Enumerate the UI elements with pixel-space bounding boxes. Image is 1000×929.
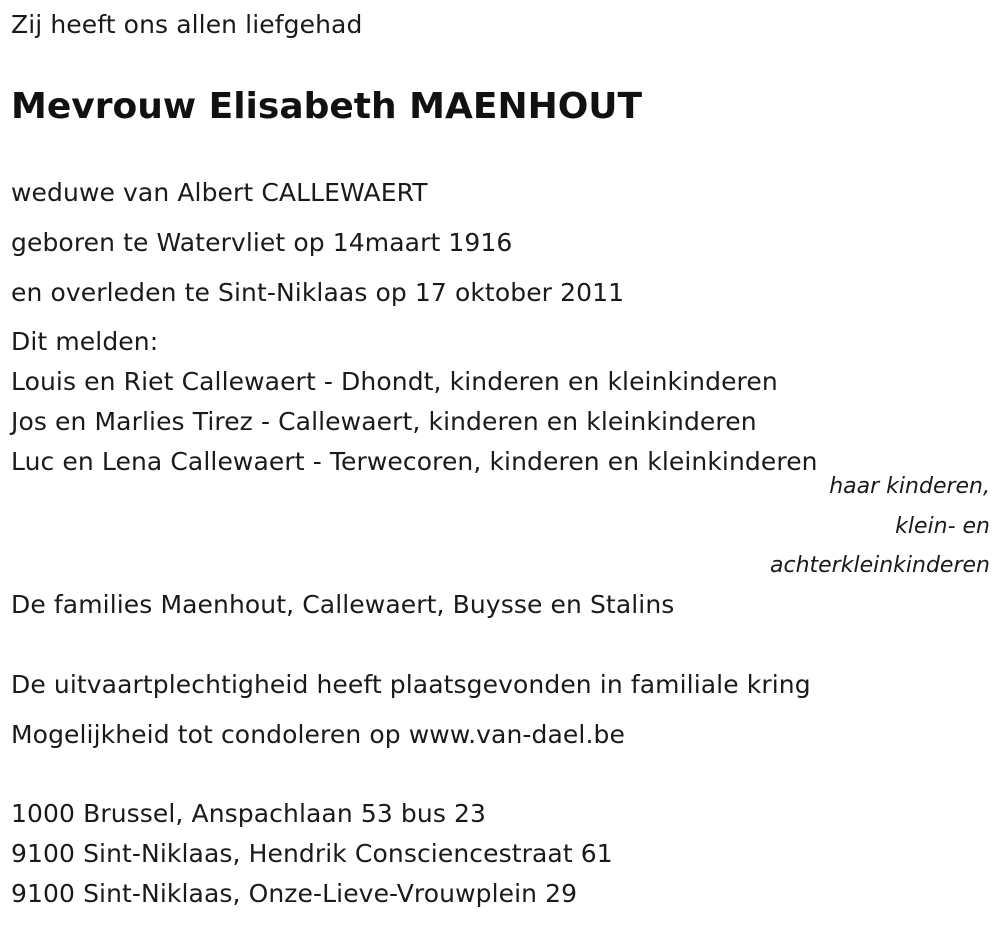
family-line: Louis en Riet Callewaert - Dhondt, kinderen en kleinkinderen (11, 367, 778, 396)
address-line: 9100 Sint-Niklaas, Hendrik Consciencestraat 61 (11, 839, 613, 868)
address-line: 9100 Sint-Niklaas, Onze-Lieve-Vrouwplein 29 (11, 879, 578, 908)
extended-families-line: De families Maenhout, Callewaert, Buysse en Stalins (11, 590, 675, 619)
descendants-line: achterkleinkinderen (770, 553, 990, 578)
family-line: Jos en Marlies Tirez - Callewaert, kinderen en kleinkinderen (11, 407, 757, 436)
funeral-line: De uitvaartplechtigheid heeft plaatsgevonden in familiale kring (11, 670, 811, 699)
family-line: Luc en Lena Callewaert - Terwecoren, kinderen en kleinkinderen (11, 447, 818, 476)
birth-line: geboren te Watervliet op 14maart 1916 (11, 228, 513, 257)
address-line: 1000 Brussel, Anspachlaan 53 bus 23 (11, 799, 486, 828)
widow-line: weduwe van Albert CALLEWAERT (11, 178, 428, 207)
descendants-line: haar kinderen, (829, 474, 990, 499)
announcers-heading: Dit melden: (11, 327, 159, 356)
death-line: en overleden te Sint-Niklaas op 17 oktober 2011 (11, 278, 625, 307)
deceased-name: Mevrouw Elisabeth MAENHOUT (11, 86, 643, 127)
condolences-line: Mogelijkheid tot condoleren op www.van-dael.be (11, 720, 625, 749)
descendants-line: klein- en (895, 514, 990, 539)
intro-text: Zij heeft ons allen liefgehad (11, 10, 363, 39)
